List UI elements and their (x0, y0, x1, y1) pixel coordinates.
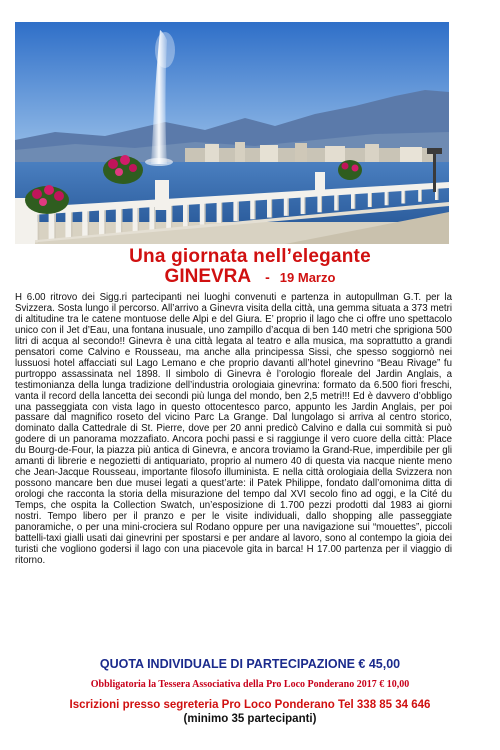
membership-notice: Obbligatoria la Tessera Associativa della Pro Loco Ponderano 2017 € 10,00 (90, 679, 410, 690)
baluster (49, 212, 55, 241)
registration-contact: Iscrizioni presso segreteria Pro Loco Ponderano Tel 338 85 34 646 (69, 699, 431, 711)
baluster (334, 193, 338, 211)
baluster (200, 202, 205, 225)
lamp-post (433, 152, 436, 192)
title-dash: - (265, 269, 270, 285)
baluster (250, 198, 254, 219)
price-line: QUOTA INDIVIDUALE DI PARTECIPAZIONE € 45,00 (99, 657, 401, 671)
title-line: Una giornata nell’elegante (129, 246, 371, 267)
title-city: GINEVRA (164, 266, 252, 287)
baluster (99, 208, 104, 235)
geneva-lake-photo (15, 22, 449, 244)
title-city-date (0, 266, 500, 288)
baluster (133, 206, 138, 232)
minimum-participants: (minimo 35 partecipanti) (183, 713, 317, 725)
city-shore (185, 148, 435, 164)
pillar (155, 180, 169, 210)
baluster (284, 196, 288, 216)
itinerary-description: H 6.00 ritrovo dei Sigg.ri partecipanti nei luoghi convenuti e partenza in autopullman G.T. per la Svizzera. Sosta lungo il percorso. All’arrivo a Ginevra visita della città, una gemma situata a 373 metri di altitudine tra le catene montuose delle Alpi e del Giura. E’ proprio il lago che ci offre uno spettacolo unico con il Jet d’Eau, una fontana inusuale, uno zampillo d’acqua di ben 140 metri che sprigiona 500 litri di acqua al secondo!! Ginevra è una città legata al teatro e alla musica, ma soprattutto a grandi pensatori come Calvino e Rousseau, ma anche alla principessa Sissi, che spesso soggiornò nei lussuosi hotel affacciati sul Lago Lemano e che proprio davanti all’hotel ginevrino “Beau Rivage” fu purtroppo assassinata nel 1898. Il simbolo di Ginevra è l’orologio floreale del Jardin Anglais, a testimonianza della lunga tradizione dell’industria orologiaia ginevrina: formato da 6.500 fiori freschi, vanta il record della lancetta dei secondi più lunga del mondo, ben 2,5 metri!!! Ed è davvero d’obbligo una passeggiata con vista lago in questo ottocentesco parco, appunto les Jardin Anglais, per poi passare dal magnifico roseto del vicino Parc La Grange. Dal lungolago si arriva al centro storico, dominato dalla Cattedrale di St. Pierre, dove per 20 anni predicò Calvino e dalla cui sommità si può godere di un panorama mozzafiato. Ancora pochi passi e si raggiunge il vero cuore della città: Place du Bourg-de-Four, la piazza più antica di Ginevra, e ancora troviamo la Grand-Rue, imperdibile per gli amanti di librerie e negozietti di antiquariato, proprio al numero 40 di questa via nacque niente meno che Jean-Jacque Rousseau, importante filosofo illuminista. E nella città orologiaia della Svizzera non possono mancare ben due musei legati a quest’arte: il Patek Philippe, fondato dall’omonima ditta di orologi che racconta la storia della misurazione del tempo dal XVI secolo fino ad oggi, e la Cité du Temps, che ospita la Collection Swatch, un’esposizione di 1.700 pezzi prodotti dal 1983 ai giorni nostri. Tempo libero per il pranzo e per le visite individuali, dallo shopping alle passeggiate panoramiche, o per una mini-crociera sul Rodano oppure per una navigazione sui “mouettes”, piccoli battelli-taxi gialli usati dai ginevrini per spostarsi e per andare al lavoro, sono al contempo la gioia dei turisti che vogliono godersi il lago con una piacevole gita in barca! H 17.00 partenza per il viaggio di ritorno. (15, 292, 452, 566)
baluster (82, 210, 88, 237)
title-date: 19 Marzo (279, 270, 336, 285)
baluster (317, 194, 321, 212)
baluster (217, 201, 221, 223)
baluster (301, 195, 305, 214)
baluster (149, 205, 154, 230)
baluster (267, 197, 271, 217)
baluster (116, 207, 121, 233)
pillar (315, 172, 325, 194)
baluster (183, 203, 188, 227)
baluster (233, 199, 237, 221)
baluster (65, 211, 71, 239)
